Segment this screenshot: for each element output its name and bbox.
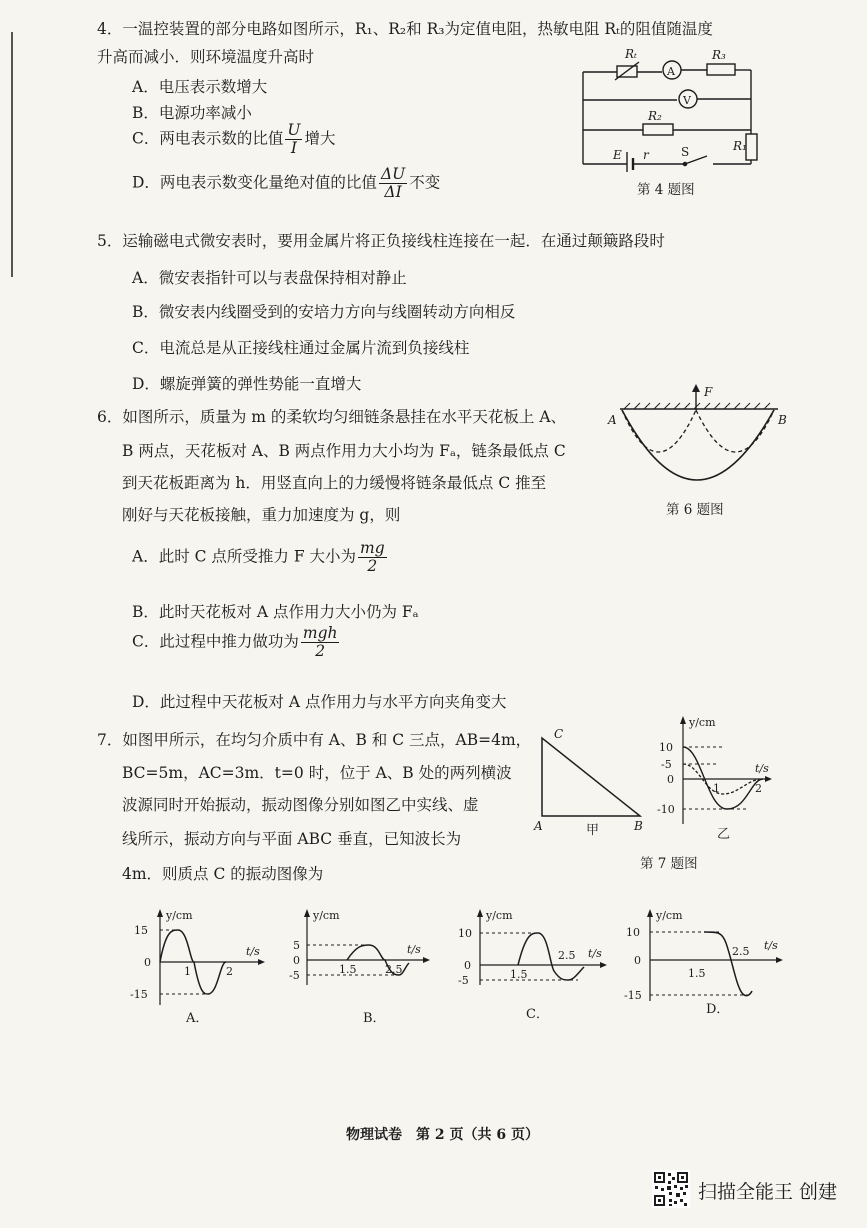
tick-x1: 1	[184, 965, 191, 978]
y-axis-label: y/cm	[486, 909, 513, 922]
figure-yi-label: 乙	[717, 827, 731, 842]
q7-line3: 波源同时开始振动，振动图像分别如图乙中实线、虚	[122, 796, 479, 814]
x-axis-label: t/s	[755, 762, 769, 775]
q7-line4: 线所示，振动方向与平面 ABC 垂直，已知波长为	[122, 830, 462, 848]
option-d-curve	[704, 932, 752, 996]
option-c-label: C．	[526, 1007, 549, 1022]
tick-top: 10	[626, 926, 640, 939]
resistor-r2	[643, 124, 673, 135]
label-a: A	[608, 413, 617, 427]
y-axis-label: y/cm	[689, 716, 716, 729]
label-r2: R₂	[648, 109, 662, 123]
chain-left-dashed	[622, 410, 696, 452]
chain-right-dashed	[696, 410, 774, 452]
x-axis-label: t/s	[588, 947, 602, 960]
q5-option-c: C．电流总是从正接线柱通过金属片流到负接线柱	[132, 339, 470, 357]
q6-line4: 刚好与天花板接触，重力加速度为 g，则	[122, 506, 401, 524]
tick-x2: 2.5	[385, 963, 403, 976]
label-e: E	[613, 148, 622, 162]
fraction-u-over-i: $\frac{U}{I}$	[287, 121, 301, 157]
q6-option-d: D．此过程中天花板对 A 点作用力与水平方向夹角变大	[132, 693, 507, 711]
tick-bottom: -5	[458, 974, 469, 987]
q7-caption: 第 7 题图	[640, 856, 698, 872]
x-axis-label: t/s	[764, 939, 778, 952]
y-axis-label: y/cm	[166, 909, 193, 922]
scanner-watermark: 扫描全能王 创建	[698, 1181, 838, 1203]
option-d-graph	[618, 905, 788, 1030]
q7-line5: 4m．则质点 C 的振动图像为	[122, 865, 324, 883]
tick-top: 5	[293, 939, 300, 952]
tick-bottom: -5	[289, 969, 300, 982]
tick-0: 0	[464, 959, 471, 972]
triangle-diagram	[528, 726, 653, 838]
label-r1: R₁	[733, 139, 747, 153]
tick-x1: 1.5	[688, 967, 706, 980]
q4-line1: 4．一温控装置的部分电路如图所示，R₁、R₂和 R₃为定值电阻，热敏电阻 Rₜ的阻值随温度	[97, 20, 713, 38]
q4-option-c: C．两电表示数的比值 $\frac{U}{I}$ 增大	[132, 121, 336, 157]
tick-top: 10	[458, 927, 472, 940]
tick-x1: 1.5	[510, 968, 528, 981]
q6-option-c: C．此过程中推力做功为 $\frac{\text{mgh}}{2}$	[132, 624, 338, 660]
q6-option-a: A．此时 C 点所受推力 F 大小为 $\frac{mg}{2}$	[132, 539, 385, 575]
figure-jia-label: 甲	[586, 823, 600, 838]
option-b-label: B．	[363, 1011, 386, 1026]
q5-option-b: B．微安表内线圈受到的安培力方向与线圈转动方向相反	[132, 303, 516, 321]
q6-caption: 第 6 题图	[666, 502, 724, 518]
resistor-r3	[707, 64, 735, 75]
force-arrow-icon	[692, 384, 700, 392]
tick-0: 0	[667, 773, 674, 786]
q5-option-d: D．螺旋弹簧的弹性势能一直增大	[132, 375, 362, 393]
label-b: B	[634, 819, 643, 833]
tick-x1: 1	[713, 782, 720, 795]
fraction-mg-over-2: $\frac{mg}{2}$	[360, 539, 385, 575]
resistor-r1	[746, 134, 757, 160]
tick-bottom: -15	[624, 989, 642, 1002]
option-b-graph	[285, 905, 435, 1030]
q5-option-a: A．微安表指针可以与表盘保持相对静止	[132, 269, 407, 287]
label-c: C	[554, 727, 564, 741]
tick-minus5: -5	[661, 758, 672, 771]
q7-line1: 7．如图甲所示，在均匀介质中有 A、B 和 C 三点，AB=4m，	[97, 731, 532, 749]
tick-x2: 2.5	[558, 949, 576, 962]
margin-line	[11, 32, 13, 277]
chain-diagram	[600, 382, 800, 494]
label-b: B	[778, 413, 787, 427]
tick-x1: 1.5	[339, 963, 357, 976]
q6-option-b: B．此时天花板对 A 点作用力大小仍为 Fₐ	[132, 603, 419, 621]
option-a-graph	[122, 905, 272, 1030]
option-a-label: A．	[186, 1011, 209, 1026]
tick-bottom: -15	[130, 988, 148, 1001]
q4-option-a: A．电压表示数增大	[132, 78, 268, 96]
tick-x2: 2	[755, 782, 762, 795]
fraction-du-over-di: $\frac{\Delta U}{\Delta I}$	[380, 165, 406, 201]
q6-line2: B 两点，天花板对 A、B 两点作用力大小均为 Fₐ，链条最低点 C	[122, 442, 566, 460]
label-voltmeter: V	[683, 94, 691, 107]
tick-x2: 2	[226, 965, 233, 978]
label-f: F	[704, 385, 713, 399]
label-r3: R₃	[712, 48, 726, 62]
solid-source-curve	[683, 747, 763, 809]
tick-x2: 2.5	[732, 945, 750, 958]
fraction-mgh-over-2: $\frac{\text{mgh}}{2}$	[302, 624, 338, 660]
label-a: A	[534, 819, 543, 833]
page-footer: 物理试卷 第 2 页（共 6 页）	[346, 1127, 539, 1143]
q4-option-d: D．两电表示数变化量绝对值的比值 $\frac{\Delta U}{\Delta I}$ 不变	[132, 165, 441, 201]
y-axis-label: y/cm	[313, 909, 340, 922]
y-axis-label: y/cm	[656, 909, 683, 922]
option-d-label: D．	[706, 1002, 730, 1017]
q5-line1: 5．运输磁电式微安表时，要用金属片将正负接线柱连接在一起．在通过颠簸路段时	[97, 232, 665, 250]
label-rt: Rₜ	[625, 47, 637, 61]
label-s: S	[681, 145, 690, 159]
q4-option-b: B．电源功率减小	[132, 104, 252, 122]
circuit-diagram	[575, 42, 775, 172]
x-axis-label: t/s	[407, 943, 421, 956]
label-r: r	[643, 148, 649, 162]
tick-0: 0	[634, 954, 641, 967]
label-ammeter: A	[667, 65, 675, 78]
option-c-graph	[450, 905, 610, 1030]
q4-caption: 第 4 题图	[637, 182, 695, 198]
q7-line2: BC=5m，AC=3m．t=0 时，位于 A、B 处的两列横波	[122, 764, 512, 782]
tick-top: 15	[134, 924, 148, 937]
tick-10: 10	[659, 741, 673, 754]
x-axis-label: t/s	[246, 945, 260, 958]
tick-0: 0	[293, 954, 300, 967]
q6-line3: 到天花板距离为 h．用竖直向上的力缓慢将链条最低点 C 推至	[122, 474, 547, 492]
q6-line1: 6．如图所示，质量为 m 的柔软均匀细链条悬挂在水平天花板上 A、	[97, 408, 567, 426]
q4-line2: 升高而减小．则环境温度升高时	[97, 48, 315, 66]
qr-code-icon	[652, 1170, 690, 1208]
tick-0: 0	[144, 956, 151, 969]
tick-minus10: -10	[657, 803, 675, 816]
source-vibration-graph	[655, 714, 775, 842]
